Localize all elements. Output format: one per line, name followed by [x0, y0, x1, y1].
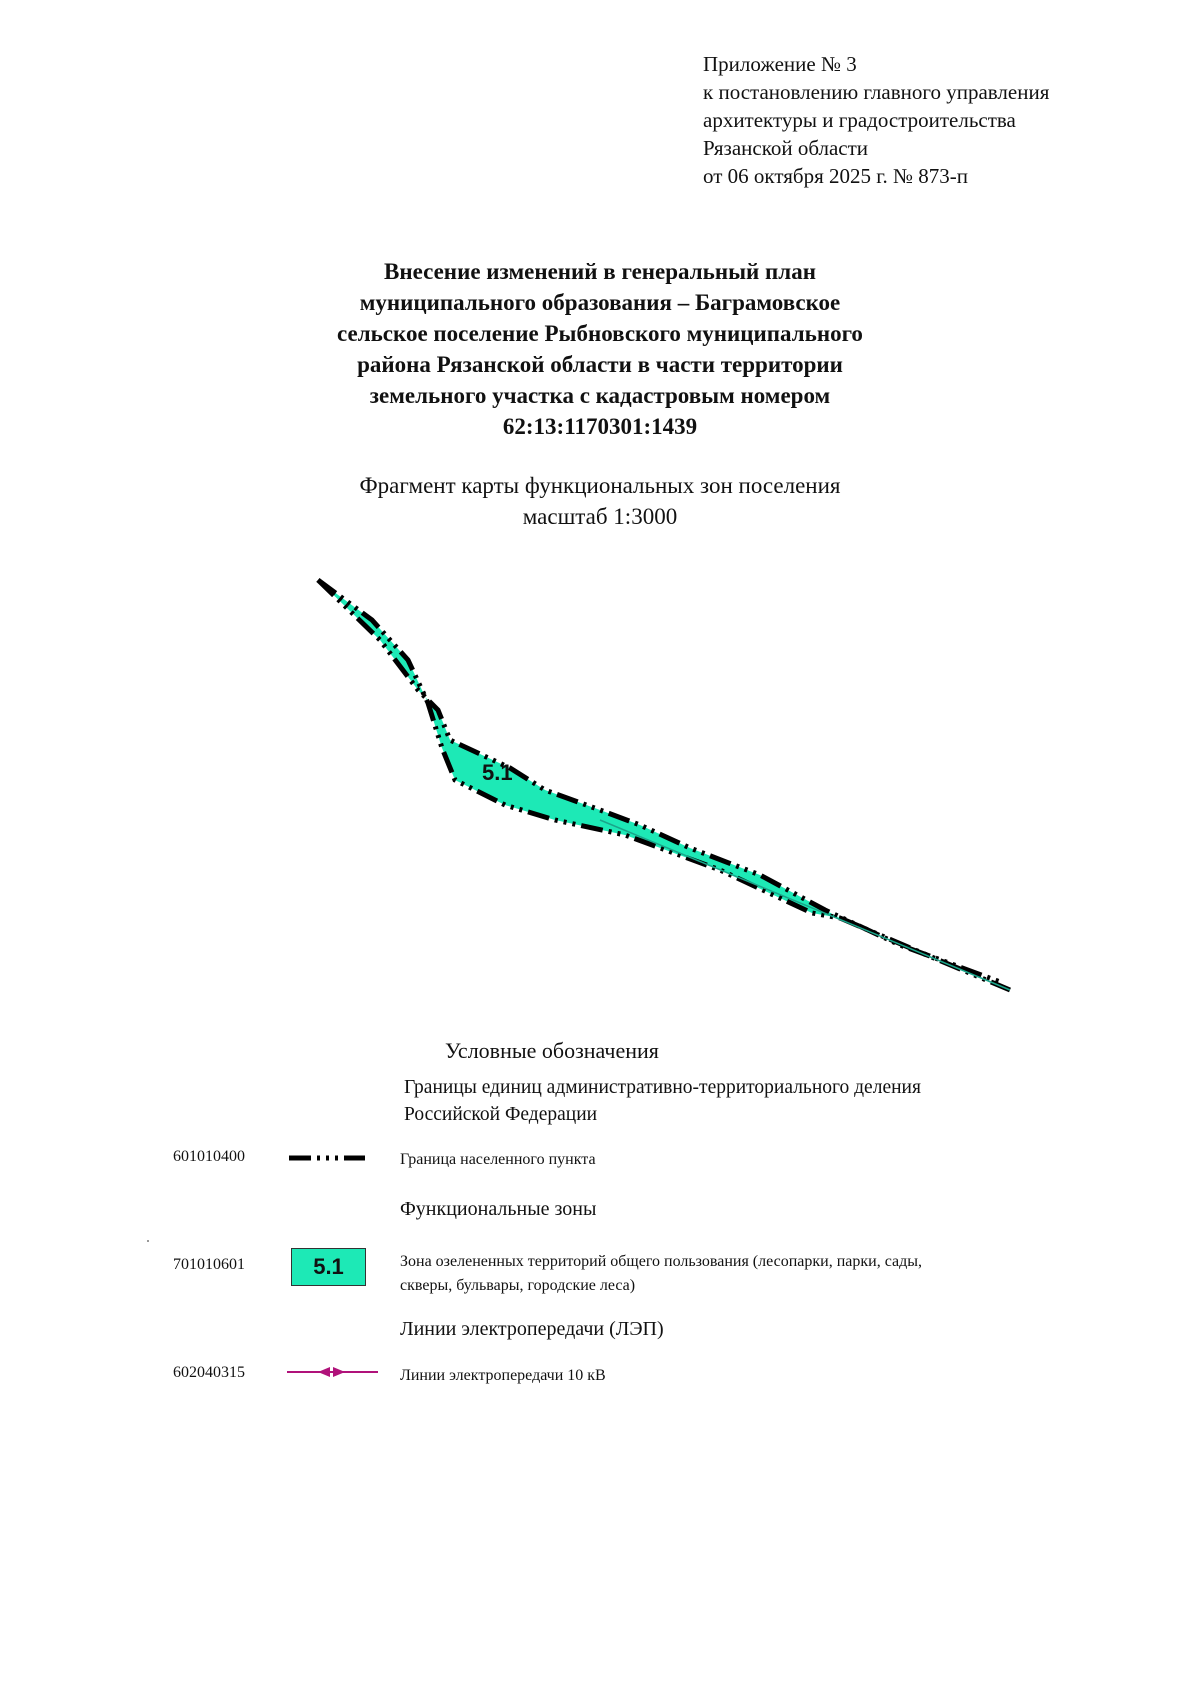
- title-line: района Рязанской области в части территории: [357, 352, 843, 377]
- boundary-label: Граница населенного пункта: [400, 1151, 596, 1168]
- scan-mark: [147, 1240, 149, 1242]
- subtitle-line: Фрагмент карты функциональных зон поселения: [359, 473, 841, 498]
- legend-title: Условные обозначения: [445, 1038, 659, 1063]
- zone-label: 5.1: [482, 760, 513, 785]
- arrow-left-icon: [318, 1367, 330, 1377]
- title-line: Внесение изменений в генеральный план: [384, 259, 816, 284]
- appendix-line: Приложение № 3: [703, 52, 857, 76]
- settlement-boundary-upper: [318, 580, 1003, 983]
- green-zone-polygon: [318, 580, 840, 918]
- title-line: земельного участка с кадастровым номером: [369, 383, 831, 408]
- appendix-line: к постановлению главного управления: [703, 80, 1050, 104]
- power-line-trace: [600, 820, 1010, 990]
- zone-code: 701010601: [173, 1256, 245, 1273]
- admin-heading-line: Границы единиц административно-территориального деления: [404, 1077, 921, 1098]
- appendix-line: Рязанской области: [703, 136, 869, 160]
- settlement-boundary-lower: [318, 580, 1010, 990]
- map-scale: масштаб 1:3000: [522, 504, 678, 529]
- appendix-line: от 06 октября 2025 г. № 873-п: [703, 164, 968, 188]
- boundary-code: 601010400: [173, 1148, 245, 1165]
- appendix-line: архитектуры и градостроительства: [703, 108, 1016, 132]
- title-line: 62:13:1170301:1439: [502, 414, 698, 439]
- zone-label-line: Зона озелененных территорий общего пользования (лесопарки, парки, сады,: [400, 1253, 923, 1270]
- zones-heading: Функциональные зоны: [400, 1198, 597, 1220]
- zone-symbol-box: 5.1: [291, 1248, 366, 1286]
- legend-admin-heading: [404, 1074, 921, 1128]
- zone-label-line: скверы, бульвары, городские леса): [400, 1277, 636, 1294]
- boundary-symbol: [287, 1148, 367, 1168]
- title-line: муниципального образования – Баграмовское: [359, 290, 841, 315]
- admin-heading-line: Российской Федерации: [404, 1104, 598, 1125]
- power-line-symbol: [285, 1362, 380, 1382]
- title-line: сельское поселение Рыбновского муниципального: [337, 321, 863, 346]
- zone-label-text: [400, 1250, 922, 1298]
- lep-code: 602040315: [173, 1364, 245, 1381]
- arrow-right-icon: [333, 1367, 345, 1377]
- lep-label: Линии электропередачи 10 кВ: [400, 1367, 606, 1384]
- lep-heading: Линии электропередачи (ЛЭП): [400, 1318, 664, 1340]
